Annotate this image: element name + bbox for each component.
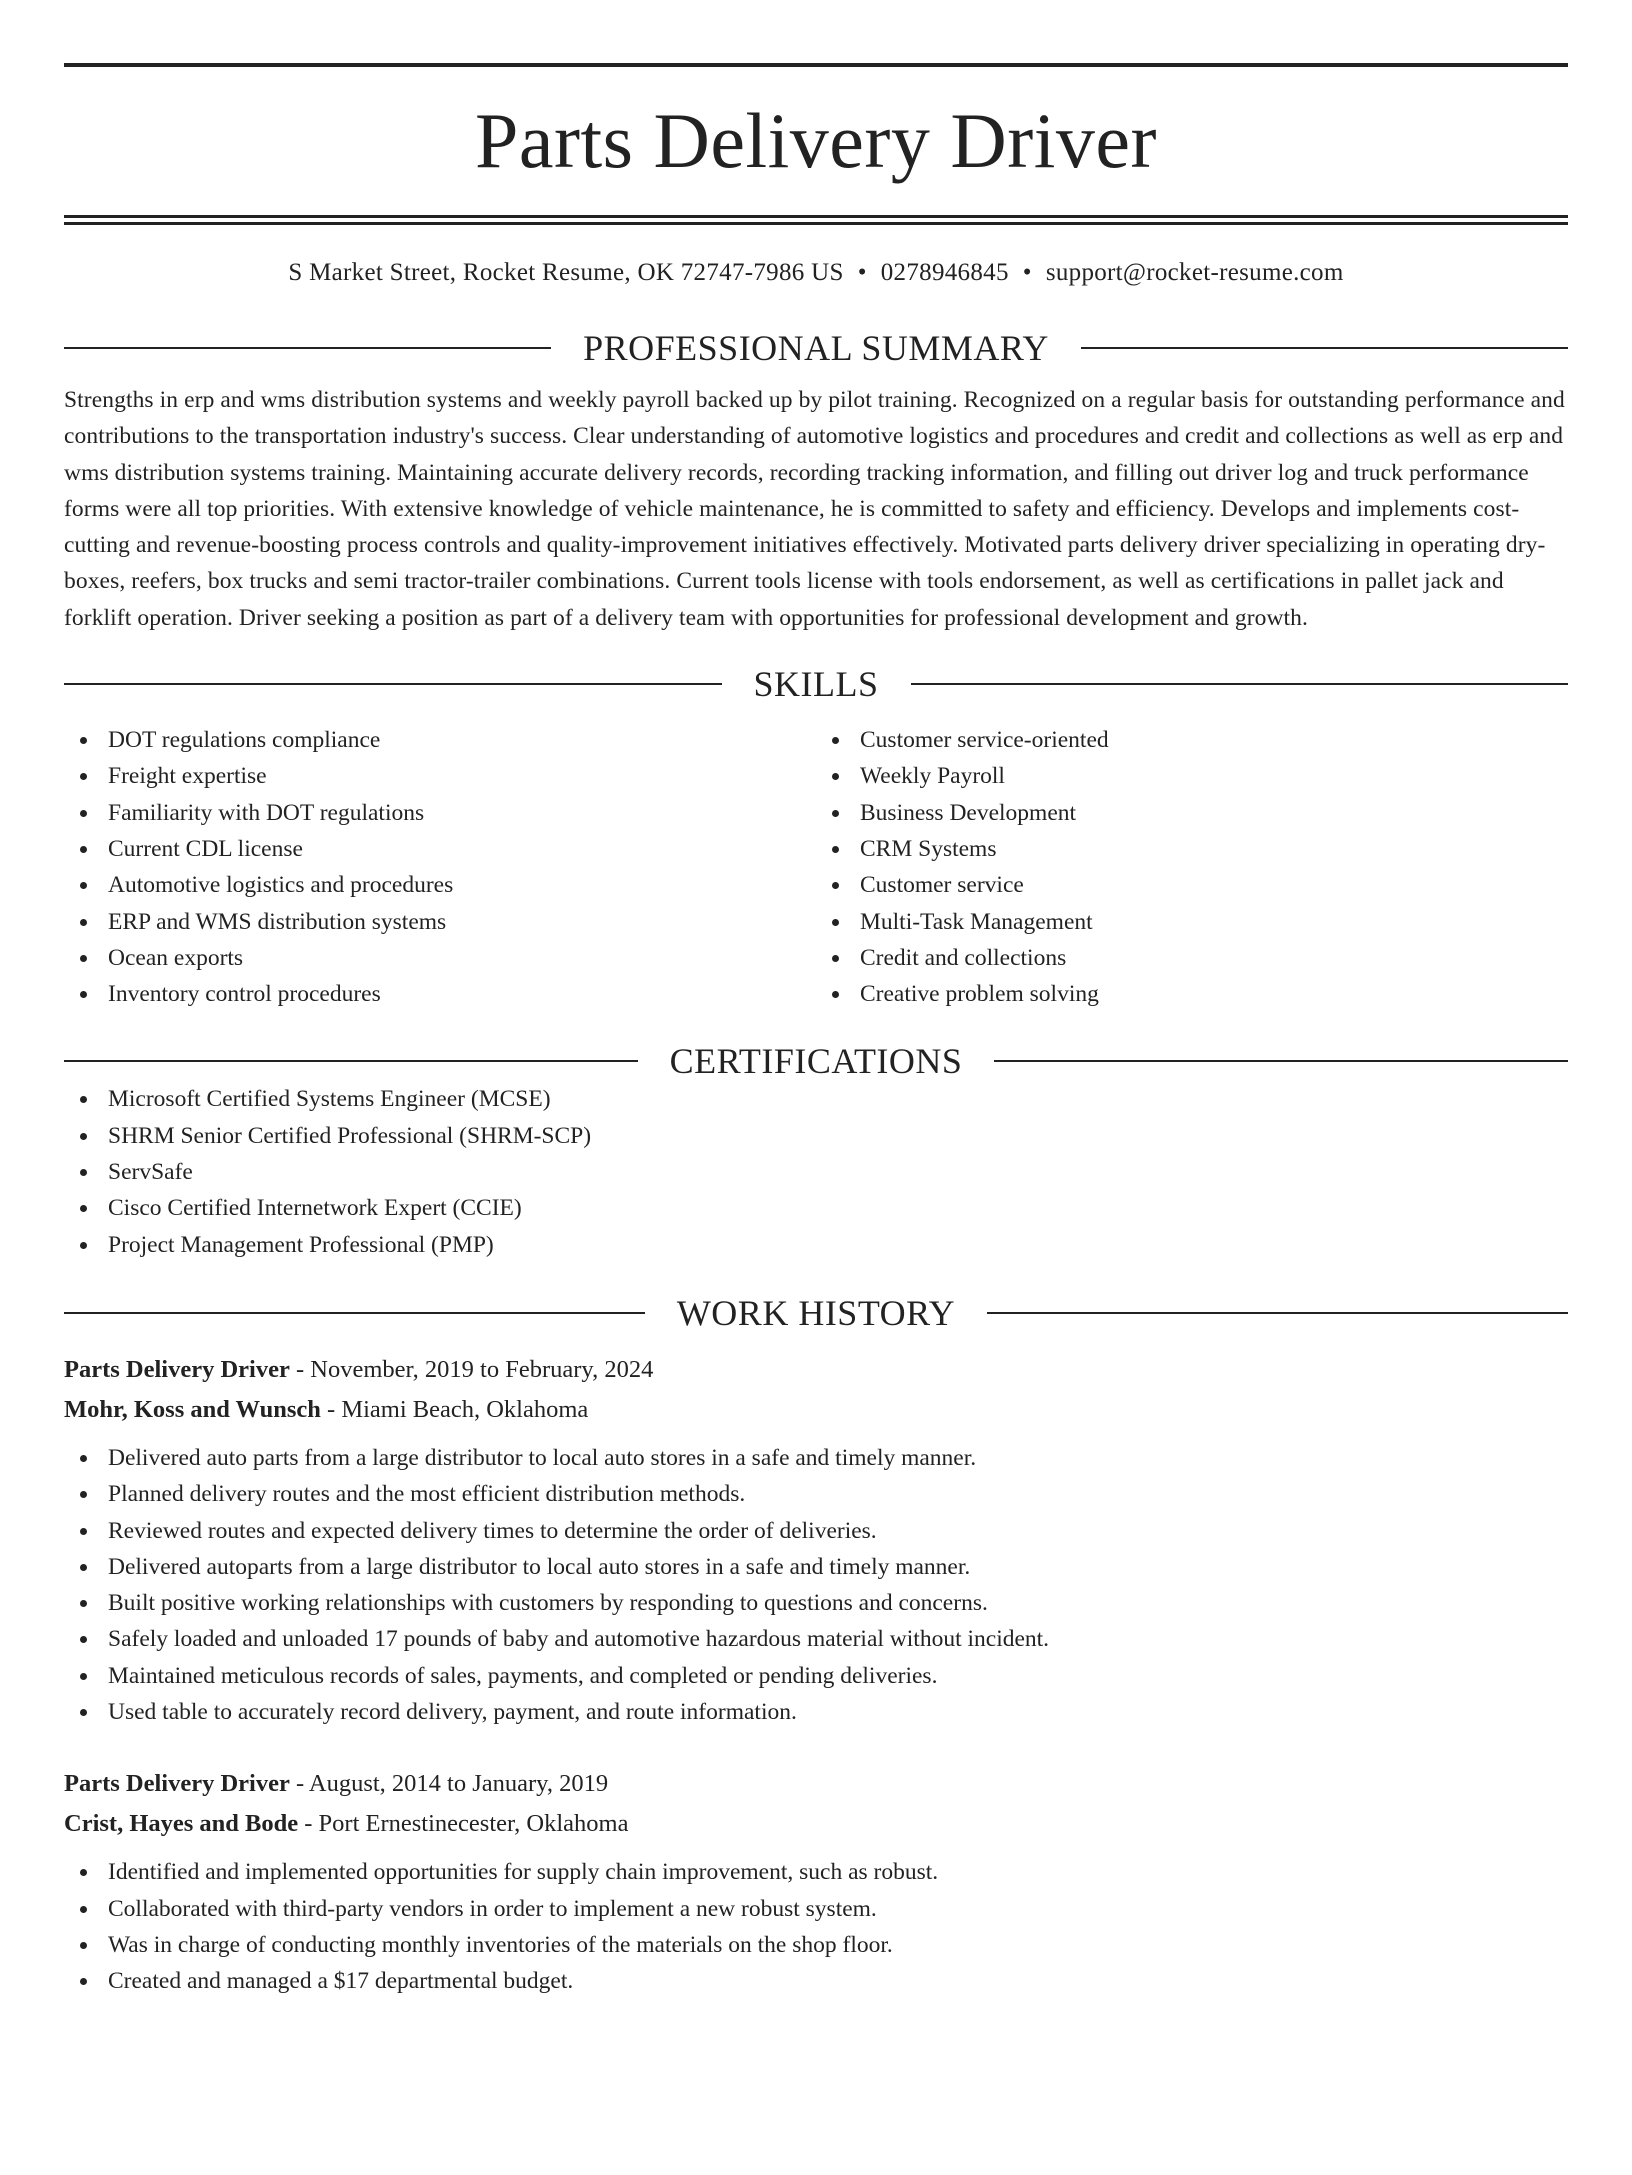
job-duty-item: Identified and implemented opportunities for supply chain improvement, such as robust. <box>64 1854 1568 1890</box>
certifications-section-heading <box>64 1041 1568 1081</box>
skill-item: Creative problem solving <box>816 976 1568 1012</box>
resume-page <box>0 63 1632 2175</box>
heading-rule-left <box>64 1060 638 1062</box>
skill-item: DOT regulations compliance <box>64 722 816 758</box>
contact-phone: 0278946845 <box>880 259 1009 286</box>
contact-email: support@rocket-resume.com <box>1045 259 1344 286</box>
skill-item: Weekly Payroll <box>816 758 1568 794</box>
skill-item: Customer service <box>816 867 1568 903</box>
job-title-line <box>64 1764 1568 1804</box>
contact-separator: • <box>1022 259 1032 286</box>
heading-rule-right <box>994 1060 1568 1062</box>
heading-rule-left <box>64 1312 645 1314</box>
skill-item: Freight expertise <box>64 758 816 794</box>
certification-item: ServSafe <box>64 1154 1568 1190</box>
contact-line <box>64 258 1568 288</box>
job-duty-item: Used table to accurately record delivery, payment, and route information. <box>64 1694 1568 1730</box>
certifications-heading-label: CERTIFICATIONS <box>669 1041 963 1082</box>
job-duty-item: Built positive working relationships with customers by responding to questions and concerns. <box>64 1585 1568 1621</box>
heading-rule-left <box>64 347 551 349</box>
skill-item: Business Development <box>816 795 1568 831</box>
work-history-heading-label: WORK HISTORY <box>676 1292 956 1333</box>
job-dates: - August, 2014 to January, 2019 <box>295 1770 609 1798</box>
skill-item: Customer service-oriented <box>816 722 1568 758</box>
job-company: Crist, Hayes and Bode <box>64 1810 299 1838</box>
job-entry <box>64 1350 1568 1730</box>
job-company: Mohr, Koss and Wunsch <box>64 1395 321 1423</box>
job-title: Parts Delivery Driver <box>64 1355 290 1383</box>
job-duty-item: Delivered auto parts from a large distributor to local auto stores in a safe and timely manner. <box>64 1440 1568 1476</box>
skill-item: ERP and WMS distribution systems <box>64 904 816 940</box>
skills-grid <box>64 722 1568 1012</box>
candidate-name: Parts Delivery Driver <box>475 97 1157 184</box>
job-duty-item: Safely loaded and unloaded 17 pounds of baby and automotive hazardous material without incident. <box>64 1621 1568 1657</box>
certification-item: SHRM Senior Certified Professional (SHRM-SCP) <box>64 1118 1568 1154</box>
certifications-list <box>64 1081 1568 1262</box>
header-top-rule <box>64 63 1568 67</box>
skill-item: Multi-Task Management <box>816 904 1568 940</box>
skill-item: Familiarity with DOT regulations <box>64 795 816 831</box>
skill-item: Credit and collections <box>816 940 1568 976</box>
work-history-section-heading <box>64 1293 1568 1333</box>
summary-text: Strengths in erp and wms distribution systems and weekly payroll backed up by pilot training. Recognized on a regular basis for outstanding performance and contributions to the transportation industry's success. Clear understanding of automotive logistics and procedures and credit and collections as well as erp and wms distribution systems training. Maintaining accurate delivery records, recording tracking information, and filling out driver log and truck performance forms were all top priorities. With extensive knowledge of vehicle maintenance, he is committed to safety and efficiency. Develops and implements cost-cutting and revenue-boosting process controls and quality-improvement initiatives effectively. Motivated parts delivery driver specializing in operating dry-boxes, reefers, box trucks and semi tractor-trailer combinations. Current tools license with tools endorsement, as well as certifications in pallet jack and forklift operation. Driver seeking a position as part of a delivery team with opportunities for professional development and growth. <box>64 387 1565 631</box>
heading-rule-right <box>911 683 1569 685</box>
skill-item: Ocean exports <box>64 940 816 976</box>
job-duty-item: Collaborated with third-party vendors in order to implement a new robust system. <box>64 1891 1568 1927</box>
job-title-line <box>64 1350 1568 1390</box>
skills-list-left <box>64 722 816 1012</box>
job-dates: - November, 2019 to February, 2024 <box>295 1355 654 1383</box>
summary-section-heading <box>64 328 1568 368</box>
job-entry <box>64 1764 1568 1999</box>
summary-heading-label: PROFESSIONAL SUMMARY <box>583 328 1049 368</box>
skill-item: Inventory control procedures <box>64 976 816 1012</box>
header-double-rule <box>64 215 1568 225</box>
skill-item: Automotive logistics and procedures <box>64 867 816 903</box>
job-title: Parts Delivery Driver <box>64 1770 290 1798</box>
job-duty-item: Created and managed a $17 departmental budget. <box>64 1963 1568 1999</box>
job-duty-item: Reviewed routes and expected delivery times to determine the order of deliveries. <box>64 1513 1568 1549</box>
job-duties-list <box>64 1440 1568 1730</box>
certification-item: Microsoft Certified Systems Engineer (MCSE) <box>64 1081 1568 1117</box>
job-location: - Port Ernestinecester, Oklahoma <box>304 1810 629 1838</box>
job-location: - Miami Beach, Oklahoma <box>327 1395 589 1423</box>
skill-item: CRM Systems <box>816 831 1568 867</box>
skills-section-heading <box>64 664 1568 704</box>
job-duty-item: Delivered autoparts from a large distributor to local auto stores in a safe and timely manner. <box>64 1549 1568 1585</box>
job-duty-item: Maintained meticulous records of sales, payments, and completed or pending deliveries. <box>64 1658 1568 1694</box>
job-duties-list <box>64 1854 1568 1999</box>
contact-separator: • <box>857 259 867 286</box>
job-duty-item: Was in charge of conducting monthly inventories of the materials on the shop floor. <box>64 1927 1568 1963</box>
job-duty-item: Planned delivery routes and the most efficient distribution methods. <box>64 1476 1568 1512</box>
job-company-line <box>64 1804 1568 1844</box>
skills-list-right <box>816 722 1568 1012</box>
certification-item: Cisco Certified Internetwork Expert (CCIE) <box>64 1190 1568 1226</box>
heading-rule-right <box>987 1312 1568 1314</box>
skills-heading-label: SKILLS <box>753 664 879 705</box>
certification-item: Project Management Professional (PMP) <box>64 1227 1568 1263</box>
job-company-line <box>64 1390 1568 1430</box>
heading-rule-left <box>64 683 722 685</box>
contact-address: S Market Street, Rocket Resume, OK 72747-7986 US <box>288 259 844 286</box>
heading-rule-right <box>1081 347 1568 349</box>
skill-item: Current CDL license <box>64 831 816 867</box>
